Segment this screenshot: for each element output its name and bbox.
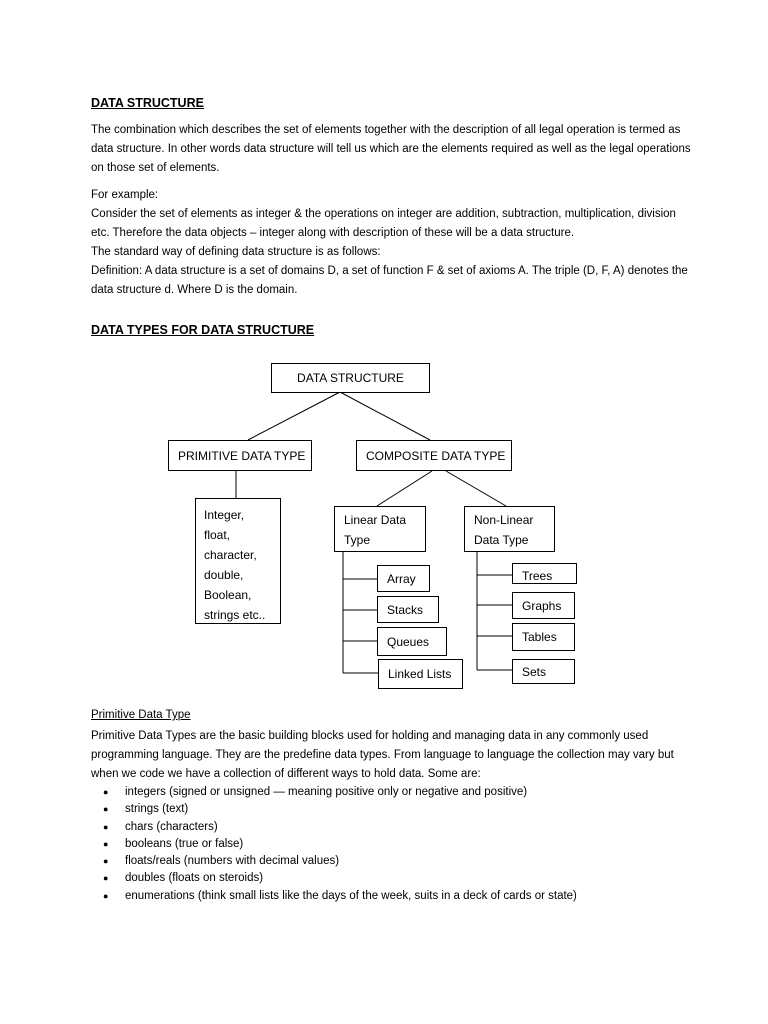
node-graphs: Graphs: [512, 592, 575, 619]
list-item: ● strings (text): [125, 801, 765, 818]
example-text-2: The standard way of defining data structure is as follows:: [91, 246, 381, 258]
node-array: Array: [377, 565, 430, 592]
node-tables: Tables: [512, 623, 575, 651]
node-primitive-list: Integer, float, character, double, Boolean, strings etc..: [195, 498, 281, 624]
primitive-paragraph: Primitive Data Types are the basic building blocks used for holding and managing data in any commonly used programming language. They are the predefine data types. From language to language the collection may vary but when we code we have a collection of different ways to hold data. Some are:: [91, 730, 674, 780]
section-title-data-structure: DATA STRUCTURE: [91, 96, 204, 110]
node-trees: Trees: [512, 563, 577, 584]
example-text-1: Consider the set of elements as integer & the operations on integer are addition, subtraction, multiplication, division etc. Therefore the data objects – integer along with description of these will be a data structure.: [91, 208, 676, 239]
node-nonlinear-data-type: Non-Linear Data Type: [464, 506, 555, 552]
definition-text: Definition: A data structure is a set of domains D, a set of function F & set of axioms A. The triple (D, F, A) denotes the data structure d. Where D is the domain.: [91, 265, 688, 296]
section-title-data-types: DATA TYPES FOR DATA STRUCTURE: [91, 323, 315, 337]
intro-paragraph: The combination which describes the set of elements together with the description of all legal operation is termed as data structure. In other words data structure will tell us which are the elements required as well as the legal operations on those set of elements.: [91, 124, 691, 174]
list-item: ● booleans (true or false): [125, 836, 765, 853]
node-primitive-data-type: PRIMITIVE DATA TYPE: [168, 440, 312, 471]
primitive-types-list: [91, 784, 765, 905]
list-item: ● enumerations (think small lists like the days of the week, suits in a deck of cards or state): [125, 888, 765, 905]
node-queues: Queues: [377, 627, 447, 656]
node-sets: Sets: [512, 659, 575, 684]
list-item: ● doubles (floats on steroids): [125, 870, 765, 887]
node-stacks: Stacks: [377, 596, 439, 623]
list-item: ● chars (characters): [125, 819, 765, 836]
node-composite-data-type: COMPOSITE DATA TYPE: [356, 440, 512, 471]
list-item: ● integers (signed or unsigned — meaning positive only or negative and positive): [125, 784, 765, 801]
node-data-structure: DATA STRUCTURE: [271, 363, 430, 393]
node-linked-lists: Linked Lists: [378, 659, 463, 689]
list-item: ● floats/reals (numbers with decimal values): [125, 853, 765, 870]
node-linear-data-type: Linear Data Type: [334, 506, 426, 552]
example-label: For example:: [91, 189, 159, 201]
subtitle-primitive-data-type: Primitive Data Type: [91, 709, 191, 721]
